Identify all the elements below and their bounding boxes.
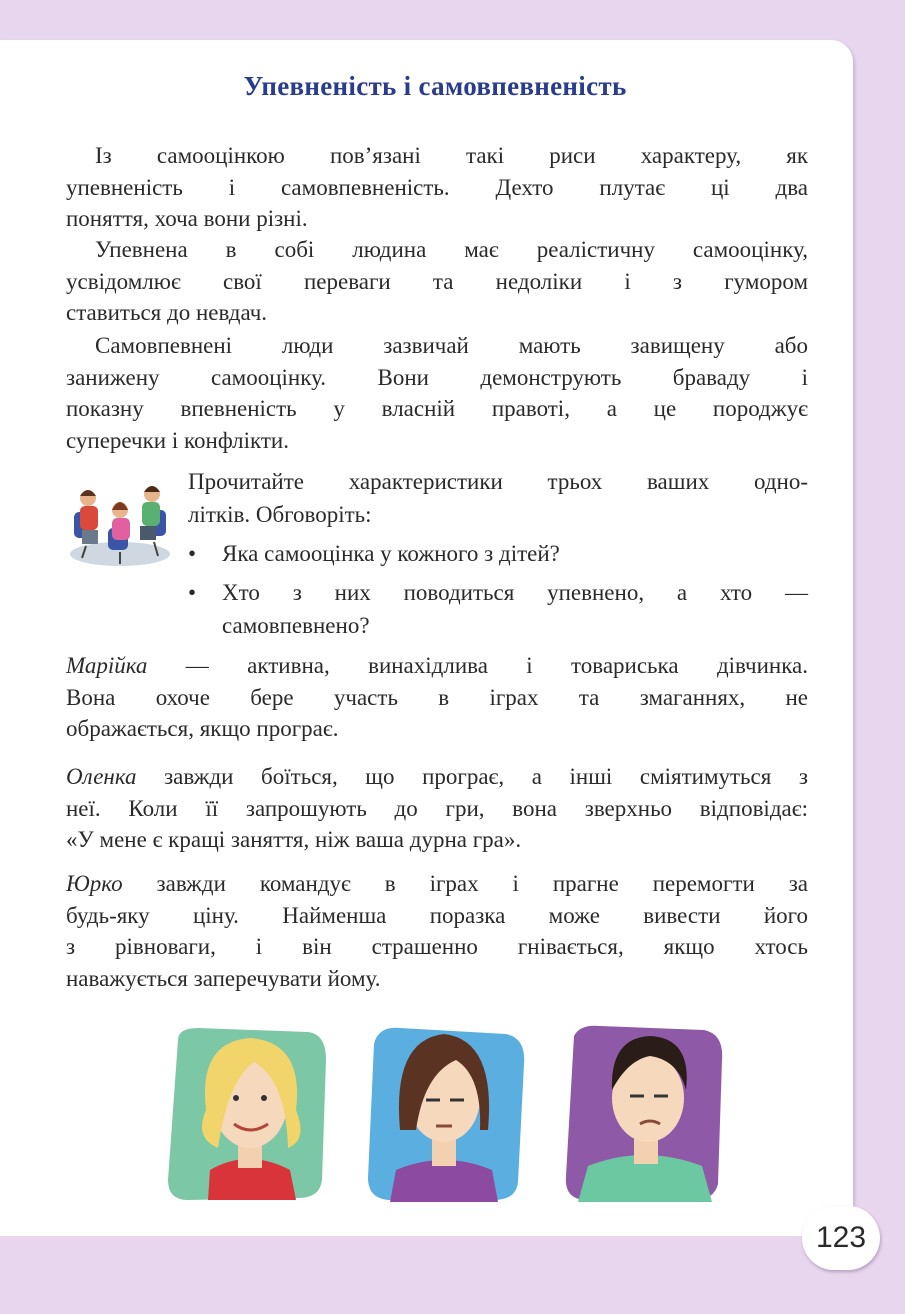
character-olenka — [66, 761, 808, 856]
text-line: поняття, хоча вони різні. — [66, 206, 308, 231]
text-line: «У мене є кращі заняття, ніж ваша дурна гра». — [66, 827, 522, 852]
task-question-2 — [188, 576, 808, 642]
text-line: показну впевненість у власній правоті, а це породжує — [66, 396, 808, 421]
paragraph-2 — [66, 234, 808, 329]
page-title: Упевненість і самовпевненість — [243, 71, 627, 101]
text-line: будь-яку ціну. Найменша поразка може вивести його — [66, 902, 808, 928]
task-instruction-line-1: Прочитайте характеристики трьох ваших одно- — [188, 469, 808, 494]
text-line — [66, 650, 808, 682]
text-line: наважується заперечувати йому. — [66, 965, 381, 991]
task-instruction-line-2: літків. Обговоріть: — [188, 502, 372, 527]
text-line — [66, 868, 808, 900]
text-line: ставиться до невдач. — [66, 300, 268, 325]
bullet-icon: • — [188, 580, 197, 605]
task-question-1 — [188, 537, 808, 570]
text-line: занижену самооцінку. Вони демонструють браваду і — [66, 364, 808, 390]
page-number: 123 — [802, 1206, 880, 1270]
character-mariika — [66, 650, 808, 745]
character-name: Юрко — [66, 871, 123, 896]
character-name: Оленка — [66, 764, 137, 789]
text-line: неї. Коли її запрошують до гри, вона зверхньо відповідає: — [66, 795, 808, 821]
text-line: Із самооцінкою пов’язані такі риси характеру, як — [95, 143, 808, 168]
task-block — [188, 465, 808, 642]
text-line: Самовпевнені люди зазвичай мають завищену або — [95, 333, 808, 358]
character-yurko — [66, 868, 808, 994]
text-line — [66, 761, 808, 793]
portraits — [150, 1020, 760, 1210]
character-text: — активна, винахідлива і товариська дівчинка. — [147, 653, 808, 678]
bottom-frame — [0, 1236, 905, 1314]
bullet-icon: • — [188, 541, 197, 566]
text-line: усвідомлює свої переваги та недоліки і з гумором — [66, 268, 808, 294]
paragraph-3 — [66, 330, 808, 456]
character-text: завжди командує в іграх і прагне перемогти за — [122, 871, 808, 896]
text-line: Упевнена в собі людина має реалістичну самооцінку, — [95, 237, 808, 262]
text-line: упевненість і самовпевненість. Дехто плутає ці два — [66, 174, 808, 200]
text-line: суперечки і конфлікти. — [66, 427, 289, 453]
question-text: Хто з них поводиться упевнено, а хто — — [222, 580, 808, 605]
text-line: ображається, якщо програє. — [66, 716, 339, 741]
portrait-yurko — [554, 1020, 734, 1205]
discussion-group-icon — [66, 476, 174, 568]
text-line: з рівноваги, і він страшенно гнівається, якщо хтось — [66, 934, 808, 959]
character-name: Марійка — [66, 653, 148, 678]
question-text: самовпевнено? — [222, 613, 370, 638]
question-text: Яка самооцінка у кожного з дітей? — [222, 541, 560, 566]
portrait-mariika — [158, 1020, 338, 1205]
text-line: Вона охоче бере участь в іграх та змаганнях, не — [66, 684, 808, 710]
character-text: завжди боїться, що програє, а інші сміятимуться з — [136, 764, 808, 789]
paragraph-1 — [66, 140, 808, 235]
portrait-olenka — [356, 1020, 536, 1205]
